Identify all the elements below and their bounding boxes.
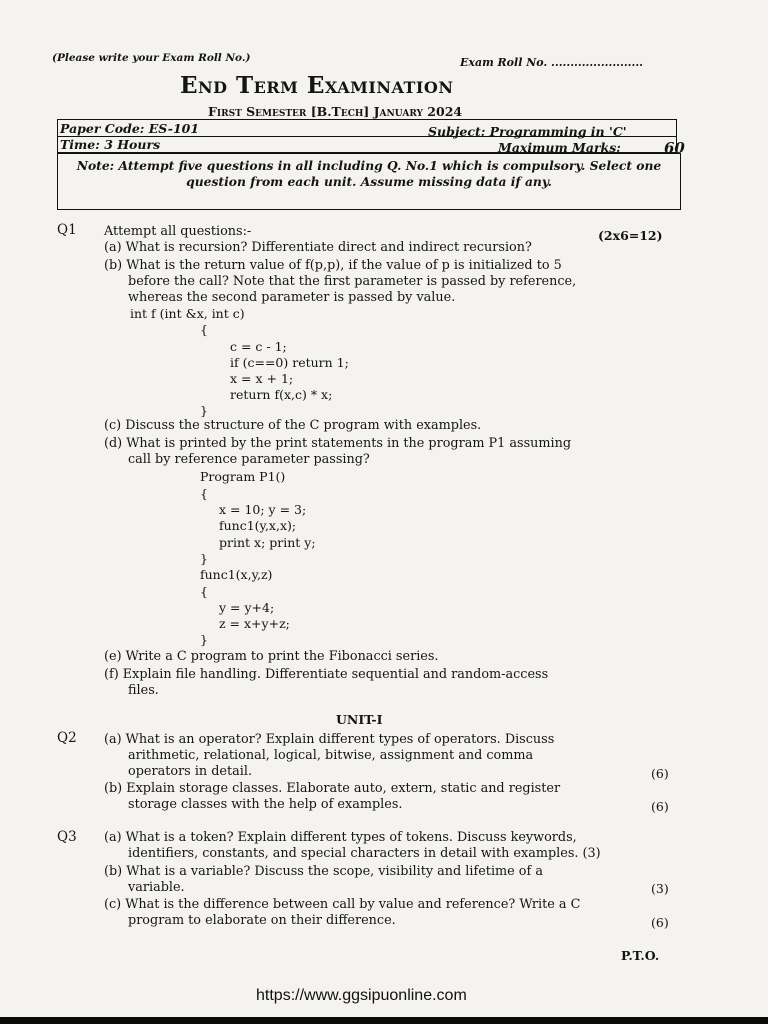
- code-line: func1(y,x,x);: [219, 518, 297, 533]
- question-part-continued: identifiers, constants, and special characters in detail with examples. (3): [128, 846, 601, 861]
- question-marks: (6): [651, 799, 669, 814]
- question-part: (e) Write a C program to print the Fibonacci series.: [104, 649, 439, 664]
- question-marks: (6): [651, 766, 669, 781]
- exam-title: End Term Examination: [180, 72, 454, 99]
- code-line: y = y+4;: [219, 600, 275, 615]
- subject: Subject: Programming in 'C': [428, 124, 627, 139]
- exam-subtitle: First Semester [B.Tech] January 2024: [208, 104, 463, 119]
- question-part: (a) What is recursion? Differentiate direct and indirect recursion?: [104, 240, 532, 255]
- question-number: Q1: [57, 222, 77, 238]
- question-intro: Attempt all questions:-: [104, 224, 252, 239]
- unit-heading: UNIT-I: [336, 712, 383, 727]
- code-line: c = c - 1;: [230, 339, 287, 354]
- code-line: }: [200, 551, 208, 566]
- question-part: (d) What is printed by the print statements in the program P1 assuming: [104, 436, 572, 451]
- question-number: Q2: [57, 730, 77, 746]
- code-line: {: [200, 322, 208, 337]
- question-part: (c) What is the difference between call by value and reference? Write a C: [104, 897, 581, 912]
- code-line: x = x + 1;: [230, 371, 294, 386]
- question-part: (a) What is an operator? Explain different types of operators. Discuss: [104, 732, 555, 747]
- question-number: Q3: [57, 829, 77, 845]
- question-marks: (2x6=12): [598, 228, 663, 243]
- question-part: (b) Explain storage classes. Elaborate auto, extern, static and register: [104, 781, 561, 796]
- code-line: func1(x,y,z): [200, 567, 273, 582]
- code-line: {: [200, 584, 208, 599]
- question-part-continued: variable.: [128, 880, 185, 895]
- question-marks: (6): [651, 915, 669, 930]
- footer-url: https://www.ggsipuonline.com: [256, 987, 467, 1004]
- question-part: (c) Discuss the structure of the C program with examples.: [104, 418, 482, 433]
- question-part-continued: whereas the second parameter is passed by value.: [128, 290, 456, 305]
- paper-code: Paper Code: ES-101: [60, 121, 200, 136]
- roll-number-instruction: (Please write your Exam Roll No.): [52, 52, 251, 64]
- code-line: return f(x,c) * x;: [230, 387, 333, 402]
- code-line: {: [200, 486, 208, 501]
- question-part-continued: program to elaborate on their difference.: [128, 913, 396, 928]
- exam-time: Time: 3 Hours: [60, 137, 161, 152]
- question-part-continued: call by reference parameter passing?: [128, 452, 370, 467]
- code-line: int f (int &x, int c): [130, 306, 245, 321]
- question-part: (b) What is the return value of f(p,p), if the value of p is initialized to 5: [104, 258, 562, 273]
- question-part-continued: operators in detail.: [128, 764, 253, 779]
- please-turn-over: P.T.O.: [621, 948, 660, 963]
- exam-roll-number-label: Exam Roll No. ........................: [460, 56, 643, 69]
- question-part-continued: storage classes with the help of examples.: [128, 797, 403, 812]
- code-line: }: [200, 632, 208, 647]
- maximum-marks-label: Maximum Marks:: [498, 140, 621, 155]
- code-line: Program P1(): [200, 469, 286, 484]
- code-line: z = x+y+z;: [219, 616, 290, 631]
- code-line: if (c==0) return 1;: [230, 355, 349, 370]
- code-line: print x; print y;: [219, 535, 316, 550]
- scan-bottom-edge: [0, 1017, 768, 1024]
- question-part: (b) What is a variable? Discuss the scope, visibility and lifetime of a: [104, 864, 543, 879]
- code-line: }: [200, 403, 208, 418]
- question-marks: (3): [651, 881, 669, 896]
- question-part: (f) Explain file handling. Differentiate sequential and random-access: [104, 667, 549, 682]
- question-part-continued: arithmetic, relational, logical, bitwise, assignment and comma: [128, 748, 534, 763]
- instructions-note: Note: Attempt five questions in all including Q. No.1 which is compulsory. Select one question from each unit. Assume missing data if any.: [57, 153, 681, 210]
- question-part: (a) What is a token? Explain different types of tokens. Discuss keywords,: [104, 830, 577, 845]
- maximum-marks-value: 60: [664, 139, 685, 157]
- question-part-continued: before the call? Note that the first parameter is passed by reference,: [128, 274, 577, 289]
- code-line: x = 10; y = 3;: [219, 502, 307, 517]
- question-part-continued: files.: [128, 683, 159, 698]
